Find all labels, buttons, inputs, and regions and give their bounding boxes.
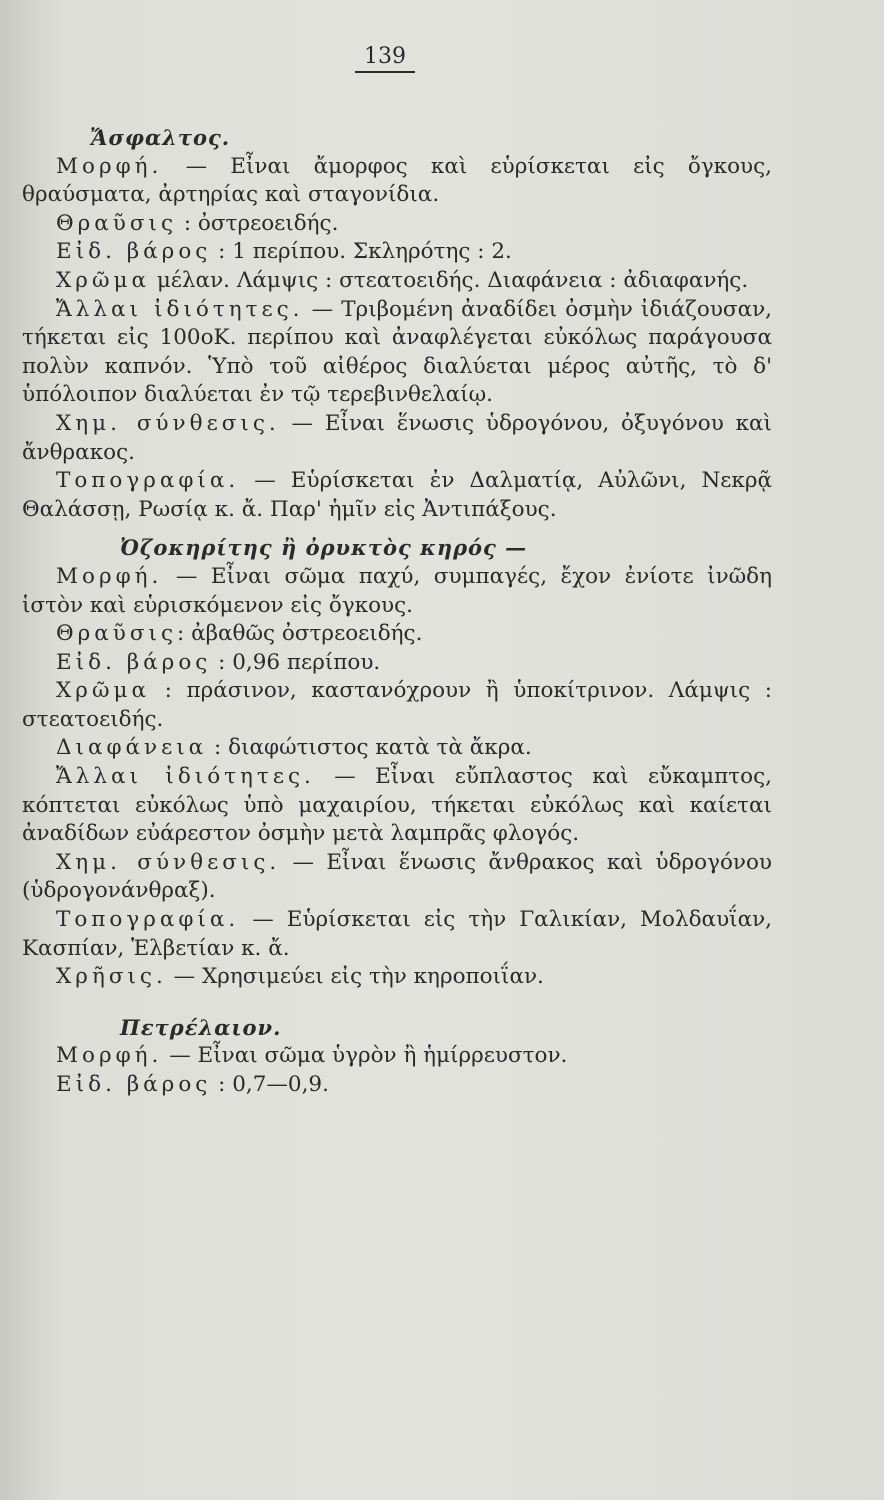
paragraph-label: Μορφή.: [56, 1043, 163, 1069]
paragraph-text: — Τριβομένη ἀναδίδει ὀσμὴν ἰδιάζουσαν, τήκεται εἰς 100οΚ. περίπου καὶ ἀναφλέγεται εὐκόλως παράγουσα πολὺν καπνόν. Ὑπὸ τοῦ αἰθέρος διαλύεται μέρος αὐτῆς, τὸ δ' ὑπόλοιπον διαλύεται ἐν τῷ τερεβινθελαίῳ.: [22, 296, 772, 408]
paragraph-text: — Εἶναι σῶμα παχύ, συμπαγές, ἔχον ἐνίοτε ἰνῶδη ἱστὸν καὶ εὑρισκόμενον εἰς ὄγκους.: [22, 563, 772, 618]
section-heading-ozokerite: Ὀζοκηρίτης ἢ ὀρυκτὸς κηρός —: [120, 535, 528, 561]
paragraph-text: — Εἶναι ἄμορφος καὶ εὑρίσκεται εἰς ὄγκους, θραύσματα, ἀρτηρίας καὶ σταγονίδια.: [22, 153, 772, 208]
section-heading-asphalt: Ἄσφαλτος.: [90, 125, 231, 150]
paragraph-label: Εἰδ. βάρος: [56, 239, 212, 265]
paragraph: [22, 763, 772, 849]
paragraph: [22, 210, 772, 239]
paragraph-text: : 0,96 περίπου.: [211, 649, 381, 675]
paragraph-label: Ἄλλαι ἰδιότητες.: [56, 296, 304, 322]
paragraph-text: : διαφώτιστος κατὰ τὰ ἄκρα.: [207, 735, 532, 761]
paragraph-text: — Εἶναι εὔπλαστος καὶ εὔκαμπτος, κόπτεται εὐκόλως ὑπὸ μαχαιρίου, τήκεται εὐκόλως καὶ καίεται ἀναδίδων εὐάρεστον ὀσμὴν μετὰ λαμπρᾶς φλογός.: [22, 764, 772, 847]
paragraph-text: : πράσινον, καστανόχρουν ἢ ὑποκίτρινον. Λάμψις : στεατοειδής.: [22, 678, 772, 732]
paragraph-text: μέλαν. Λάμψις : στεατοειδής. Διαφάνεια : ἀδιαφανής.: [149, 267, 749, 293]
paragraph-text: : 1 περίπου. Σκληρότης : 2.: [211, 239, 512, 265]
page-text: [22, 124, 772, 1100]
paragraph-label: Χρῶμα: [56, 267, 150, 293]
paragraph-label: Θραῦσις: [56, 210, 178, 236]
paragraph-text: — Εἶναι ἕνωσις ἄνθρακος καὶ ὑδρογόνου (ὑδρογονάνθραξ).: [22, 849, 772, 904]
paragraph: [22, 296, 772, 410]
paragraph: [22, 410, 772, 467]
paragraph: [22, 734, 772, 763]
paragraph-label: Χημ. σύνθεσις.: [56, 410, 280, 436]
paragraph: [22, 963, 772, 992]
section-heading-petroleum: Πετρέλαιον.: [120, 1014, 282, 1040]
paragraph-text: — Εὑρίσκεται εἰς τὴν Γαλικίαν, Μολδαυΐαν, Κασπίαν, Ἑλβετίαν κ. ἄ.: [22, 907, 772, 961]
paragraph-label: Χρῆσις.: [56, 964, 167, 990]
paragraph-label: Διαφάνεια: [56, 735, 208, 761]
paragraph-text: : ἀβαθῶς ὀστρεοειδής.: [177, 621, 423, 647]
paragraph: [22, 849, 772, 906]
paragraph: [22, 1042, 772, 1071]
paragraph-text: — Εἶναι σῶμα ὑγρὸν ἢ ἡμίρρευστον.: [162, 1043, 568, 1069]
page-number: 139: [355, 44, 415, 73]
paragraph-label: Εἰδ. βάρος: [56, 1072, 212, 1097]
paragraph-label: Μορφή.: [56, 153, 163, 179]
paragraph-label: Χημ. σύνθεσις.: [56, 849, 281, 875]
paragraph: [22, 906, 772, 963]
paragraph: [22, 649, 772, 678]
paragraph-text: — Εὑρίσκεται ἐν Δαλματίᾳ, Αὐλῶνι, Νεκρᾷ Θαλάσσῃ, Ρωσίᾳ κ. ἄ. Παρ' ἡμῖν εἰς Ἀντιπάξους.: [22, 468, 772, 522]
paragraph-text: : 0,7—0,9.: [211, 1072, 329, 1097]
paragraph-label: Μορφή.: [56, 563, 163, 589]
paragraph-text: — Χρησιμεύει εἰς τὴν κηροποιΐαν.: [166, 964, 544, 990]
paragraph-text: : ὀστρεοειδής.: [177, 210, 339, 236]
paragraph-label: Τοπογραφία.: [56, 907, 240, 933]
paragraph-label: Τοπογραφία.: [56, 468, 240, 494]
paragraph: [22, 467, 772, 524]
paragraph-label: Θραῦσις: [56, 621, 178, 647]
paragraph: [22, 1071, 772, 1100]
paragraph-label: Εἰδ. βάρος: [56, 649, 212, 675]
paragraph: [22, 677, 772, 734]
paragraph: [22, 153, 772, 210]
paragraph: [22, 238, 772, 267]
paragraph-text: — Εἶναι ἕνωσις ὑδρογόνου, ὀξυγόνου καὶ ἄνθρακος.: [22, 410, 772, 465]
paragraph: [22, 267, 772, 296]
paragraph: [22, 563, 772, 620]
paragraph-label: Χρῶμα: [56, 678, 150, 704]
paragraph-label: Ἄλλαι ἰδιότητες.: [56, 764, 315, 790]
paragraph: [22, 620, 772, 649]
